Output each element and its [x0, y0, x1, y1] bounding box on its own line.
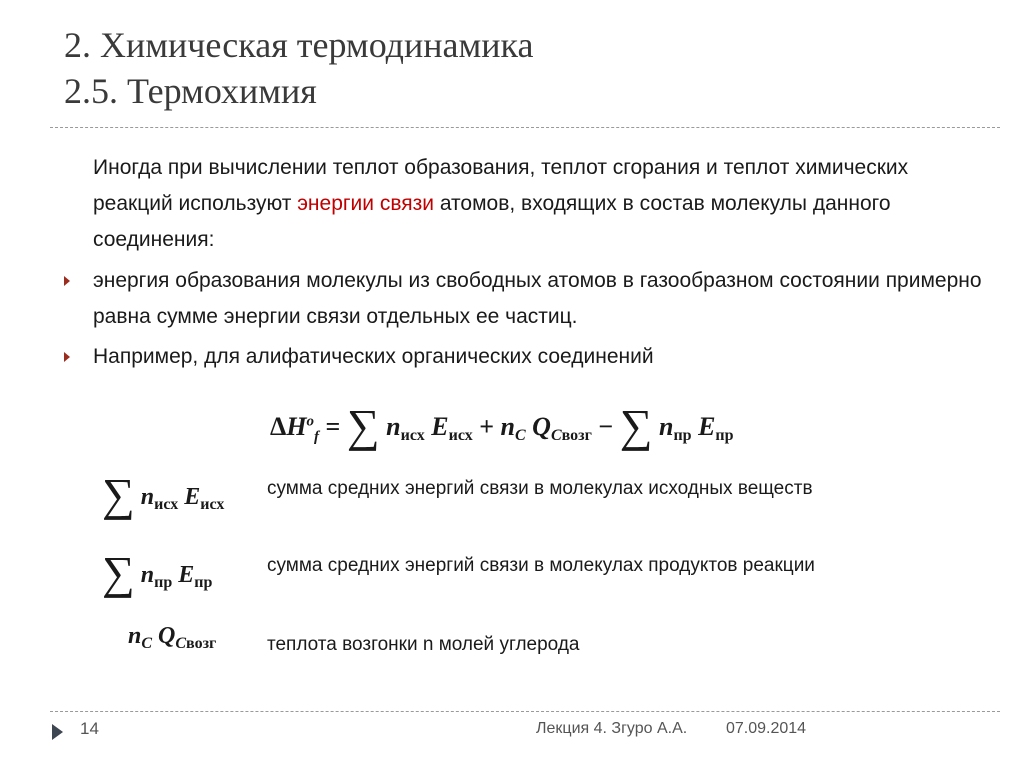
- formula-minus: −: [598, 412, 614, 441]
- formula-sigma: ∑: [346, 400, 380, 451]
- intro-text-after: атомов, входящих в состав молекулы данного соединения:: [93, 192, 891, 251]
- formula-sub-isx: исх: [200, 496, 225, 513]
- formula-sub-c: C: [141, 635, 153, 652]
- formula-n: n: [386, 412, 401, 441]
- bullet-arrow-icon: [64, 352, 70, 362]
- formula-h: H: [286, 412, 307, 441]
- intro-paragraph: [93, 150, 973, 258]
- footer-date: 07.09.2014: [726, 720, 807, 737]
- footer-divider: [50, 711, 1000, 712]
- slide-title: [64, 22, 964, 114]
- formula-n: n: [140, 562, 155, 588]
- formula-sub-isx: исх: [154, 496, 179, 513]
- formula-sub-c: C: [175, 635, 187, 652]
- sublimation-formula: [128, 623, 216, 650]
- formula-sub-vozg: возг: [186, 635, 217, 652]
- formula-e: E: [184, 484, 201, 510]
- bullet-text-2: Например, для алифатических органических соединений: [93, 345, 654, 368]
- formula-sub-pr: пр: [194, 574, 213, 591]
- formula-q: Q: [158, 623, 176, 649]
- formula-e: E: [698, 412, 716, 441]
- sum-reactants-formula: [102, 462, 225, 520]
- formula-sub-pr: пр: [154, 574, 173, 591]
- page-number: 14: [80, 719, 99, 738]
- formula-sub-c: C: [515, 427, 526, 444]
- formula-q: Q: [532, 412, 551, 441]
- formula-e: E: [431, 412, 449, 441]
- formula-eq: =: [325, 412, 341, 441]
- formula-subf: f: [314, 429, 320, 446]
- sum-products-formula: [102, 540, 213, 598]
- formula-sub-isx: исх: [400, 427, 425, 444]
- footer-author: Лекция 4. Згуро А.А.: [536, 720, 688, 737]
- title-line-2: 2.5. Термохимия: [64, 71, 317, 111]
- formula-sigma: ∑: [102, 547, 135, 598]
- formula-n: n: [500, 412, 515, 441]
- intro-highlight: энергии связи: [297, 192, 434, 215]
- formula-n: n: [658, 412, 674, 441]
- formula-n: n: [128, 623, 142, 649]
- definition-3: теплота возгонки n молей углерода: [267, 634, 580, 655]
- formula-sub-vozg: возг: [561, 427, 592, 444]
- bullet-arrow-icon: [64, 276, 70, 286]
- formula-n: n: [140, 484, 155, 510]
- formula-sub-isx: исх: [448, 427, 473, 444]
- definition-1: сумма средних энергий связи в молекулах исходных веществ: [267, 478, 813, 499]
- formula-plus: +: [479, 412, 495, 441]
- play-arrow-icon: [52, 724, 63, 740]
- title-divider: [50, 127, 1000, 128]
- main-formula: [270, 393, 734, 451]
- formula-sigma: ∑: [619, 400, 653, 451]
- formula-delta: Δ: [270, 412, 287, 441]
- formula-sub-pr: пр: [715, 427, 734, 444]
- formula-sub-pr: пр: [673, 427, 692, 444]
- formula-sup: o: [306, 413, 315, 430]
- definition-2: сумма средних энергий связи в молекулах продуктов реакции: [267, 555, 815, 576]
- title-line-1: 2. Химическая термодинамика: [64, 25, 534, 65]
- formula-e: E: [178, 562, 195, 588]
- intro-text-before: Иногда при вычислении теплот образования, теплот сгорания и теплот химических реакций используют: [93, 156, 909, 215]
- formula-sigma: ∑: [102, 469, 135, 520]
- formula-sub-c: C: [550, 427, 562, 444]
- bullet-text-1: энергия образования молекулы из свободных атомов в газообразном состоянии примерно равна сумме энергии связи отдельных ее частиц.: [93, 269, 982, 328]
